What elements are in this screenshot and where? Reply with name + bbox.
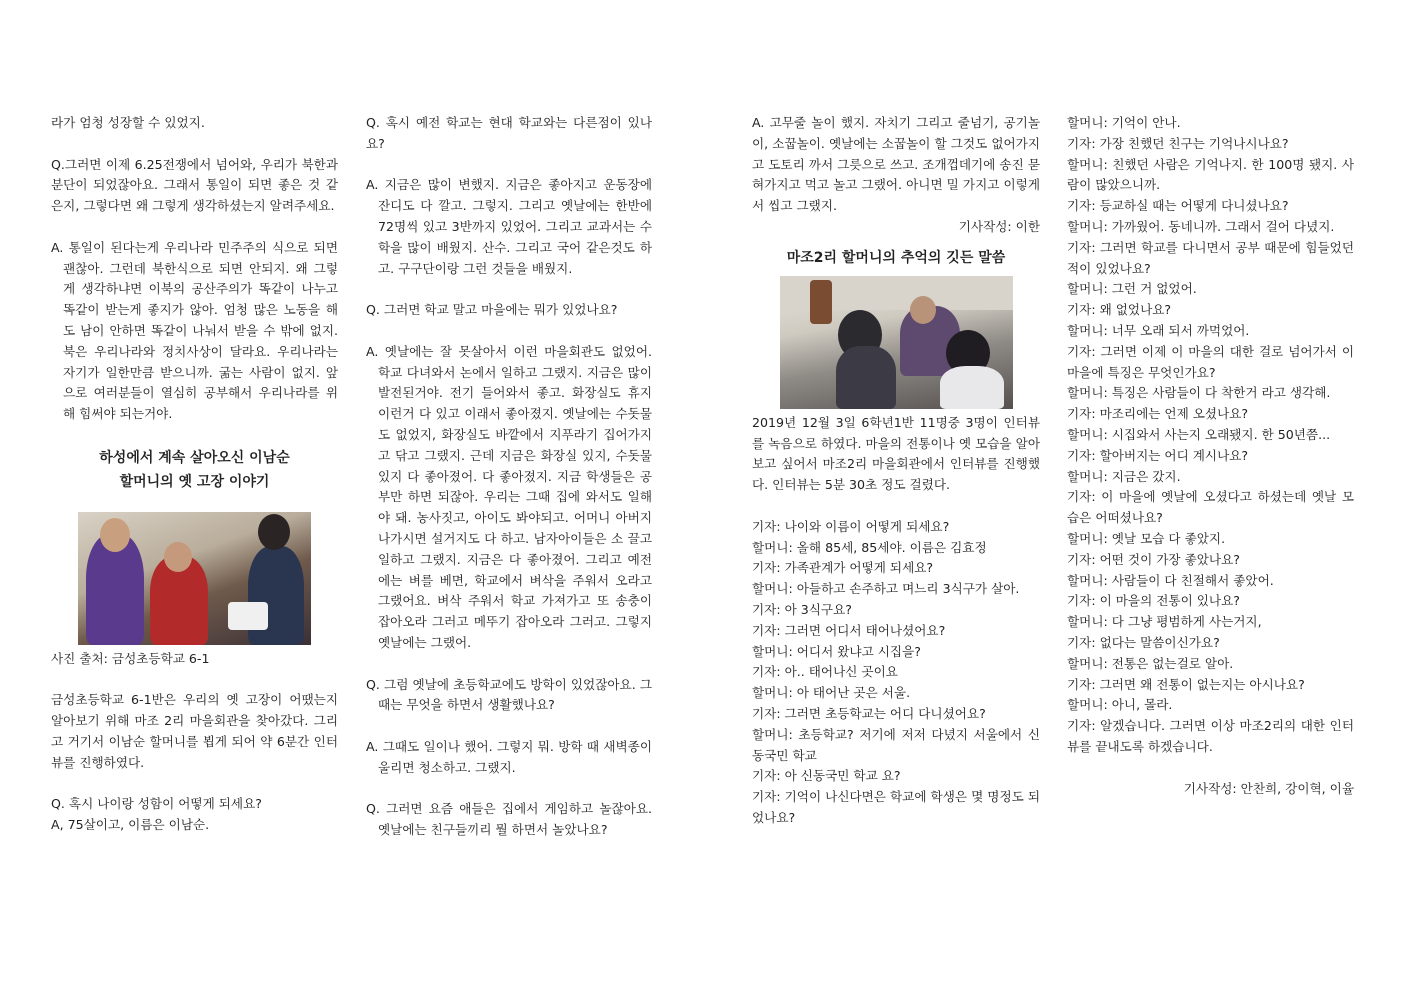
dialogue-line: 기자: 없다는 말씀이신가요? xyxy=(1067,634,1220,650)
byline: 기사작성: 이한 xyxy=(958,218,1040,234)
dialogue-line: 할머니: 아 태어난 곳은 서울. xyxy=(752,685,911,701)
dialogue-line: 할머니: 아들하고 손주하고 며느리 3식구가 살아. xyxy=(752,581,1020,597)
dialogue-line: 할머니: 그런 거 없었어. xyxy=(1067,281,1197,297)
dialogue-line: 기자: 왜 없었나요? xyxy=(1067,302,1172,318)
dialogue-line: 할머니: 친했던 사람은 기억나지. 한 100명 됐지. 사람이 많았으니까. xyxy=(1067,156,1354,193)
answer: A. 지금은 많이 변했지. 지금은 좋아지고 운동장에 잔디도 다 깔고. 그렇지. 그리고 옛날에는 한반에 72명씩 있고 3반까지 있었어. 그리고 교과서는 수학을 많이 배웠지. 산수. 그리고 국어 같은것도 하고. 구구단이랑 그런 것들을 배웠지. xyxy=(366,177,652,276)
dialogue-line: 기자: 나이와 이름이 어떻게 되세요? xyxy=(752,518,950,534)
question: Q. 그러면 요즘 애들은 집에서 게임하고 놀잖아요. 옛날에는 친구들끼리 뭘 하면서 놀았나요? xyxy=(366,801,652,838)
dialogue-line: 기자: 할아버지는 어디 계시나요? xyxy=(1067,447,1249,463)
article-title: 마조2리 할머니의 추억의 깃든 말씀 xyxy=(786,249,1006,266)
question: Q. 그럼 옛날에 초등학교에도 방학이 있었잖아요. 그때는 무엇을 하면서 생활했나요? xyxy=(366,676,652,713)
dialogue-line: 기자: 등교하실 때는 어떻게 다니셨나요? xyxy=(1067,198,1289,214)
dialogue-line: 기자: 가장 친했던 친구는 기억나시나요? xyxy=(1067,135,1289,151)
answer: A. 통일이 된다는게 우리나라 민주주의 식으로 되면 괜찮아. 그런데 북한식으로 되면 안되지. 왜 그렇게 생각하냐면 이북의 공산주의가 똑같이 나누고 똑같이 받는게 좋지가 않아. 엄청 많은 노동을 해도 남이 안하면 똑같이 나눠서 받을 수 밖에 없지. 북은 우리나라와 정치사상이 달라요. 우리나라는 자기가 일한만큼 받으니까. 굶는 사람이 없지. 앞으로 여러분들이 열심히 공부해서 우리나라를 위해 힘써야 되는거야. xyxy=(51,239,338,422)
dialogue-line: 기자: 마조리에는 언제 오셨나요? xyxy=(1067,406,1249,422)
dialogue-line: 할머니: 특징은 사람들이 다 착한거 라고 생각해. xyxy=(1067,385,1331,401)
interview-photo xyxy=(78,512,311,645)
dialogue-line: 기자: 이 마을에 옛날에 오셨다고 하셨는데 옛날 모습은 어떠셨나요? xyxy=(1067,489,1354,526)
dialogue-line: 할머니: 옛날 모습 다 좋았지. xyxy=(1067,530,1226,546)
dialogue-line: 할머니: 올해 85세, 85세야. 이름은 김효정 xyxy=(752,539,987,555)
dialogue-line: 할머니: 가까웠어. 동네니까. 그래서 걸어 다녔지. xyxy=(1067,218,1335,234)
dialogue-line: 기자: 아 3식구요? xyxy=(752,601,852,617)
dialogue-line: 기자: 가족관계가 어떻게 되세요? xyxy=(752,560,934,576)
dialogue-line: 기자: 그러면 이제 이 마을의 대한 걸로 넘어가서 이 마을에 특징은 무엇인가요? xyxy=(1067,343,1354,380)
byline: 기사작성: 안찬희, 강이혁, 이율 xyxy=(1183,780,1354,796)
question: Q. 그러면 학교 말고 마을에는 뭐가 있었나요? xyxy=(366,302,618,318)
dialogue-line: 할머니: 전통은 없는걸로 알아. xyxy=(1067,655,1234,671)
dialogue-line: 기자: 이 마을의 전통이 있나요? xyxy=(1067,593,1240,609)
article-title xyxy=(51,446,338,494)
dialogue-line: 할머니: 아니, 몰라. xyxy=(1067,697,1173,713)
dialogue-line: 할머니: 너무 오래 되서 까먹었어. xyxy=(1067,322,1250,338)
dialogue-line: 기자: 알겠습니다. 그러면 이상 마조2리의 대한 인터뷰를 끝내도록 하겠습니다. xyxy=(1067,718,1354,754)
article-title-line: 할머니의 옛 고장 이야기 xyxy=(119,473,270,490)
question: Q. 혹시 나이랑 성함이 어떻게 되세요? xyxy=(51,796,262,812)
dialogue-line: 기자: 그러면 왜 전통이 없는지는 아시나요? xyxy=(1067,676,1305,692)
dialogue-line: 할머니: 기억이 안나. xyxy=(1067,115,1181,130)
answer: A, 75살이고, 이름은 이남순. xyxy=(51,817,210,833)
dialogue xyxy=(752,517,1040,829)
column-4 xyxy=(1067,113,1354,820)
dialogue-line: 기자: 그러면 학교를 다니면서 공부 때문에 힘들었던 적이 있었나요? xyxy=(1067,239,1354,276)
dialogue-line: 기자: 어떤 것이 가장 좋았나요? xyxy=(1067,551,1240,567)
article-title-line: 하성에서 계속 살아오신 이남순 xyxy=(99,449,290,466)
dialogue-line: 기자: 아.. 태어나신 곳이요 xyxy=(752,664,898,680)
column-3 xyxy=(752,113,1040,829)
dialogue-line: 할머니: 어디서 왔냐고 시집을? xyxy=(752,643,921,659)
question: Q. 혹시 예전 학교는 현대 학교와는 다른점이 있나요? xyxy=(366,115,652,151)
dialogue-line: 할머니: 사람들이 다 친절해서 좋았어. xyxy=(1067,572,1274,588)
answer: A. 옛날에는 잘 못살아서 이런 마을회관도 없었어. 학교 다녀와서 논에서 일하고 그랬지. 지금은 많이 발전된거야. 전기 들어와서 좋고. 화장실도 휴지 이런거 다 있고 이래서 좋아졌지. 옛날에는 수돗물도 없었지, 화장실도 바깥에서 지푸라기 집어가지고 닦고 그랬지. 근데 지금은 화장실 있지, 수돗물 있지 다 좋아졌어. 다 좋아졌지. 지금 학생들은 공부만 하면 되잖아. 우리는 그때 집에 와서도 일해야 돼. 농사짓고, 아이도 봐야되고. 어머니 아버지 나가시면 설거지도 다 하고. 남자아이들은 소 끌고 일하고 그랬지. 지금은 다 좋아졌어. 그리고 예전에는 벼를 베면, 학교에서 벼삭을 주워서 오라고 그랬어요. 벼삭 주워서 학교 가져가고 또 송충이 잡아오라 그러고 메뚜기 잡아오라 그러고. 그렇지 옛날에는 그랬어. xyxy=(366,343,652,650)
interview-photo xyxy=(780,276,1013,409)
column-2 xyxy=(366,113,652,841)
photo-caption: 사진 출처: 금성초등학교 6-1 xyxy=(51,650,210,666)
dialogue-line: 기자: 그러면 어디서 태어나셨어요? xyxy=(752,622,946,638)
dialogue-line: 기자: 그러면 초등학교는 어디 다니셨어요? xyxy=(752,705,986,721)
dialogue-line: 할머니: 다 그냥 평범하게 사는거지, xyxy=(1067,614,1262,630)
column-1 xyxy=(51,113,338,836)
dialogue-line: 할머니: 초등학교? 저기에 저저 다녔지 서울에서 신동국민 학교 xyxy=(752,726,1040,763)
intro-paragraph: 2019년 12월 3일 6학년1반 11명중 3명이 인터뷰를 녹음으로 하였다. 마을의 전통이나 옛 모습을 알아보고 싶어서 마조2리 마을회관에서 인터뷰를 진행했다. 인터뷰는 5분 30초 정도 걸렸다. xyxy=(752,414,1040,493)
answer: A. 그때도 일이나 했어. 그렇지 뭐. 방학 때 새벽종이 울리면 청소하고. 그랬지. xyxy=(366,738,652,775)
dialogue-line: 기자: 아 신동국민 학교 요? xyxy=(752,768,901,784)
paragraph: 라가 엄청 성장할 수 있었지. xyxy=(51,115,205,130)
dialogue-line: 할머니: 지금은 갔지. xyxy=(1067,468,1181,484)
intro-paragraph: 금성초등학교 6-1반은 우리의 옛 고장이 어땠는지 알아보기 위해 마조 2리 마을회관을 찾아갔다. 그리고 거기서 이남순 할머니를 뵙게 되어 약 6분간 인터뷰를 진행하였다. xyxy=(51,692,338,770)
dialogue xyxy=(1067,113,1354,758)
dialogue-line: 기자: 기억이 나신다면은 학교에 학생은 몇 명정도 되었나요? xyxy=(752,789,1040,825)
question: Q.그러면 이제 6.25전쟁에서 넘어와, 우리가 북한과 분단이 되었잖아요. 그래서 통일이 되면 좋은 것 같은지, 그렇다면 왜 그렇게 생각하셨는지 알려주세요. xyxy=(51,156,338,214)
dialogue-line: 할머니: 시집와서 사는지 오래됐지. 한 50년쯤... xyxy=(1067,426,1331,442)
answer: A. 고무줄 놀이 했지. 자치기 그리고 줄넘기, 공기놀이, 소꿉놀이. 옛날에는 소꿉놀이 할 그것도 없어가지고 도토리 까서 그릇으로 쓰고. 조개껍데기에 송진 묻혀가지고 먹고 놀고 그랬어. 아니면 밀 가지고 이렇게 서 씹고 그랬지. xyxy=(752,115,1040,214)
